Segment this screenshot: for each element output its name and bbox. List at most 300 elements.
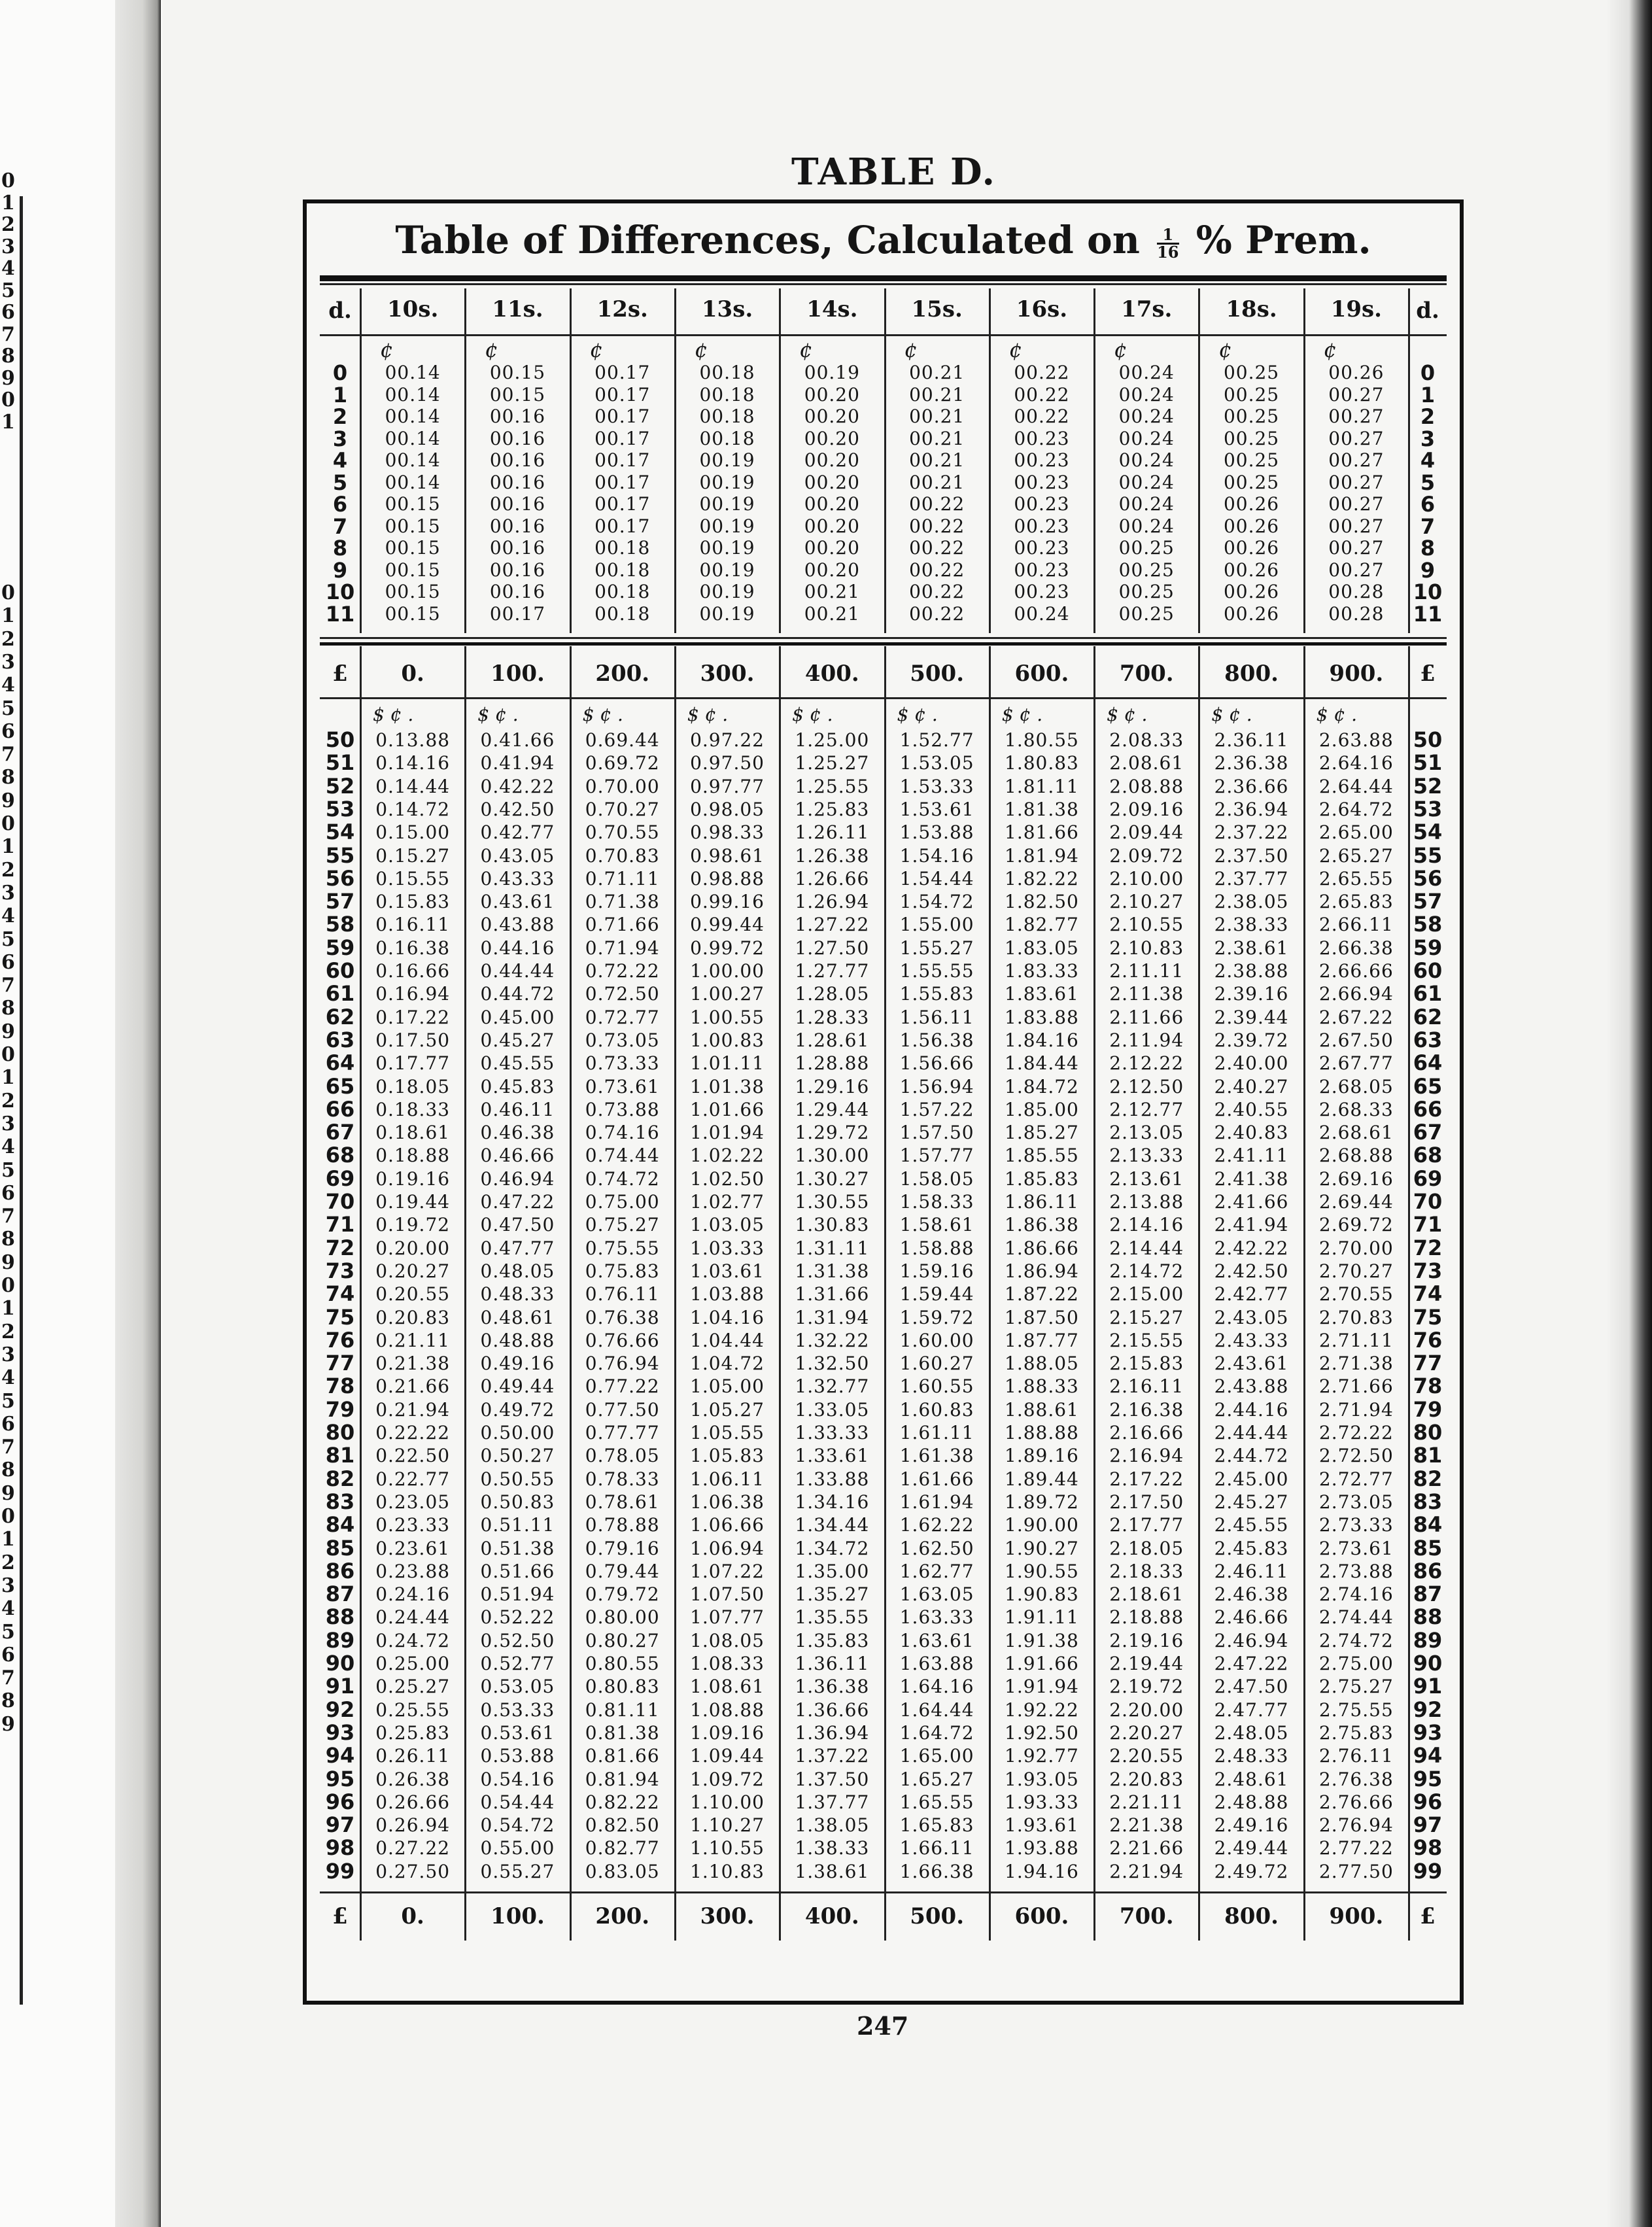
column-header: 14s.	[806, 296, 858, 322]
fragment-digit: 4	[1, 258, 15, 280]
table-cell: 2.36.94	[1214, 798, 1289, 820]
row-label-left: 99	[325, 1858, 355, 1884]
table-cell: 1.89.44	[1005, 1468, 1079, 1490]
table-cell: 1.57.77	[899, 1145, 974, 1167]
table-cell: 0.20.55	[375, 1283, 451, 1305]
table-cell: 2.08.88	[1109, 775, 1184, 797]
row-label-left: 64	[325, 1050, 355, 1076]
table-cell: 1.65.55	[899, 1791, 974, 1813]
table-cell: 1.25.27	[795, 752, 870, 774]
table-cell: 1.81.66	[1005, 821, 1079, 844]
table-cell: 0.73.61	[585, 1075, 660, 1097]
table-cell: 1.65.83	[899, 1814, 974, 1837]
table-cell: 0.50.83	[480, 1491, 555, 1513]
table-cell: 0.79.72	[585, 1583, 660, 1606]
fragment-digit: 4	[1, 1598, 15, 1621]
table-cell: 0.52.77	[480, 1653, 555, 1674]
table-cell: 0.53.33	[480, 1699, 555, 1721]
table-cell: 0.18.05	[375, 1075, 451, 1097]
table-cell: 0.71.11	[585, 867, 660, 889]
table-cell: 00.27	[1328, 383, 1385, 406]
table-cell: 2.45.00	[1214, 1468, 1289, 1490]
fragment-digit: 3	[1, 235, 15, 258]
fragment-digit: 8	[1, 1228, 15, 1251]
table-cell: 00.21	[909, 362, 965, 383]
table-cell: 1.82.50	[1005, 891, 1079, 913]
table-cell: 00.23	[1014, 515, 1070, 537]
table-cell: 1.61.94	[899, 1491, 974, 1513]
row-label-left: 88	[325, 1604, 355, 1630]
footer-column-header: 900.	[1329, 1903, 1384, 1929]
table-cell: 00.24	[1118, 471, 1175, 493]
table-cell: 1.88.05	[1005, 1353, 1079, 1375]
table-heading	[307, 218, 1460, 262]
unit-mark: ¢	[904, 337, 918, 362]
table-cell: 1.30.00	[795, 1145, 870, 1167]
table-cell: 0.24.16	[375, 1583, 451, 1606]
table-cell: 00.22	[909, 581, 965, 602]
table-cell: 1.28.05	[795, 983, 870, 1005]
table-cell: 1.05.55	[690, 1422, 765, 1443]
table-cell: 2.49.16	[1214, 1814, 1289, 1837]
table-cell: 00.17	[594, 362, 651, 383]
table-cell: 00.20	[804, 493, 860, 515]
table-cell: 2.21.66	[1109, 1837, 1184, 1859]
row-label-right: 86	[1413, 1558, 1443, 1583]
table-cell: 2.64.44	[1318, 775, 1394, 797]
table-cell: 1.65.27	[899, 1768, 974, 1790]
unit-mark: $ ¢ .	[1001, 704, 1043, 725]
table-cell: 1.58.33	[899, 1191, 974, 1213]
table-cell: 1.35.55	[795, 1606, 870, 1629]
table-cell: 00.22	[1014, 383, 1070, 406]
table-cell: 2.40.27	[1214, 1075, 1289, 1097]
fragment-digit: 6	[1, 1413, 15, 1436]
table-cell: 1.31.94	[795, 1306, 870, 1328]
row-label-right: 72	[1413, 1235, 1443, 1260]
row-label-left: 5	[332, 470, 348, 495]
table-cell: 2.48.88	[1214, 1791, 1289, 1813]
table-cell: 1.63.05	[899, 1583, 974, 1606]
column-header: 200.	[595, 661, 650, 687]
table-cell: 2.10.27	[1109, 891, 1184, 913]
table-cell: 2.41.11	[1214, 1145, 1289, 1167]
footer-column-header: 800.	[1224, 1903, 1279, 1929]
table-cell: 1.26.11	[795, 821, 870, 844]
row-label-left: 62	[325, 1004, 355, 1029]
table-cell: 00.14	[385, 362, 441, 383]
column-header: 12s.	[596, 296, 648, 322]
table-cell: 00.17	[594, 427, 651, 449]
heading-text-before: Table of Differences, Calculated on	[395, 218, 1140, 262]
table-cell: 0.98.05	[690, 798, 765, 820]
row-label-left: 6	[332, 492, 348, 517]
table-cell: 1.37.77	[795, 1791, 870, 1813]
table-cell: 00.18	[699, 362, 755, 383]
table-cell: 1.28.33	[795, 1006, 870, 1028]
table-cell: 1.34.16	[795, 1491, 870, 1513]
table-cell: 1.38.05	[795, 1814, 870, 1837]
row-header-left: £	[332, 661, 348, 687]
table-cell: 1.02.77	[690, 1191, 765, 1213]
fragment-digit: 5	[1, 928, 15, 951]
table-cell: 0.81.94	[585, 1768, 660, 1790]
table-cell: 0.42.22	[480, 775, 555, 797]
column-header: 500.	[910, 661, 965, 687]
footer-column-header: 0.	[401, 1903, 424, 1929]
row-label-left: 98	[325, 1835, 355, 1861]
table-cell: 1.05.00	[690, 1375, 765, 1398]
table-cell: 2.37.50	[1214, 844, 1289, 867]
table-cell: 00.21	[804, 602, 860, 625]
table-cell: 0.80.27	[585, 1629, 660, 1651]
table-cell: 00.16	[489, 581, 546, 602]
table-cell: 1.64.16	[899, 1676, 974, 1698]
row-label-right: 81	[1413, 1443, 1443, 1468]
footer-column-header: 500.	[910, 1903, 965, 1929]
table-cell: 1.28.88	[795, 1052, 870, 1075]
table-cell: 00.17	[489, 602, 546, 625]
row-label-left: 58	[325, 912, 355, 937]
table-cell: 1.81.38	[1005, 798, 1079, 820]
table-cell: 2.38.88	[1214, 960, 1289, 982]
table-cell: 1.10.00	[690, 1791, 765, 1813]
table-cell: 0.21.94	[375, 1398, 451, 1421]
table-cell: 0.82.22	[585, 1791, 660, 1813]
table-cell: 2.17.22	[1109, 1468, 1184, 1490]
table-cell: 1.83.05	[1005, 937, 1079, 959]
table-cell: 0.23.33	[375, 1514, 451, 1536]
table-cell: 00.14	[385, 449, 441, 471]
table-cell: 1.91.38	[1005, 1629, 1079, 1651]
row-label-left: 82	[325, 1466, 355, 1491]
table-cell: 0.48.33	[480, 1283, 555, 1305]
table-cell: 1.88.88	[1005, 1422, 1079, 1443]
table-cell: 2.65.00	[1318, 821, 1394, 844]
table-cell: 1.36.94	[795, 1721, 870, 1744]
table-cell: 00.17	[594, 471, 651, 493]
fragment-digit: 5	[1, 697, 15, 720]
table-cell: 0.48.88	[480, 1329, 555, 1351]
table-cell: 1.01.38	[690, 1075, 765, 1097]
row-label-right: 75	[1413, 1304, 1443, 1330]
table-cell: 1.57.50	[899, 1122, 974, 1144]
table-cell: 0.25.55	[375, 1699, 451, 1721]
fragment-digit: 9	[1, 1251, 15, 1274]
table-cell: 0.78.33	[585, 1468, 660, 1490]
table-cell: 2.65.27	[1318, 844, 1394, 867]
row-label-left: 78	[325, 1373, 355, 1399]
column-header: 400.	[804, 661, 859, 687]
table-cell: 1.30.83	[795, 1214, 870, 1236]
table-cell: 0.74.16	[585, 1122, 660, 1144]
table-cell: 1.33.05	[795, 1398, 870, 1421]
table-cell: 1.82.77	[1005, 914, 1079, 936]
table-cell: 0.98.88	[690, 867, 765, 889]
table-cell: 1.58.05	[899, 1167, 974, 1190]
row-label-left: 75	[325, 1304, 355, 1330]
table-cell: 0.24.44	[375, 1606, 451, 1629]
table-cell: 2.11.94	[1109, 1029, 1184, 1051]
table-cell: 1.81.94	[1005, 844, 1079, 867]
row-label-left: 80	[325, 1420, 355, 1445]
fragment-digit: 0	[1, 813, 15, 835]
fragment-digit: 7	[1, 1436, 15, 1459]
table-cell: 00.19	[699, 515, 755, 537]
table-cell: 1.35.27	[795, 1583, 870, 1606]
table-cell: 1.61.38	[899, 1445, 974, 1467]
table-cell: 0.48.05	[480, 1260, 555, 1282]
fragment-digit: 1	[1, 192, 15, 215]
fragment-digit: 2	[1, 859, 15, 882]
page-title: TABLE D.	[791, 150, 997, 194]
unit-mark: ¢	[1323, 337, 1337, 362]
row-label-left: 93	[325, 1719, 355, 1745]
row-header-left: d.	[328, 298, 352, 324]
fragment-digit: 3	[1, 1343, 15, 1366]
table-cell: 0.72.22	[585, 960, 660, 982]
table-cell: 0.98.61	[690, 844, 765, 867]
fragment-digit: 9	[1, 367, 15, 390]
table-cell: 00.25	[1118, 537, 1175, 559]
table-cell: 2.11.66	[1109, 1006, 1184, 1028]
table-cell: 00.23	[1014, 537, 1070, 559]
table-cell: 00.16	[489, 493, 546, 515]
table-cell: 2.71.11	[1318, 1329, 1394, 1351]
table-cell: 2.10.55	[1109, 914, 1184, 936]
row-label-right: 7	[1420, 513, 1436, 539]
row-label-right: 84	[1413, 1512, 1443, 1538]
table-cell: 2.75.27	[1318, 1676, 1394, 1698]
table-cell: 00.23	[1014, 581, 1070, 602]
table-cell: 2.47.77	[1214, 1699, 1289, 1721]
table-cell: 00.24	[1014, 602, 1070, 625]
table-cell: 1.37.50	[795, 1768, 870, 1790]
table-cell: 0.20.00	[375, 1237, 451, 1259]
table-cell: 00.19	[804, 362, 860, 383]
table-cell: 1.03.88	[690, 1283, 765, 1305]
table-cell: 2.21.11	[1109, 1791, 1184, 1813]
row-label-left: 94	[325, 1743, 355, 1769]
table-cell: 0.79.16	[585, 1537, 660, 1559]
table-cell: 2.46.38	[1214, 1583, 1289, 1606]
table-cell: 00.20	[804, 471, 860, 493]
row-label-left: 8	[332, 536, 348, 561]
row-label-right: 73	[1413, 1258, 1443, 1283]
table-cell: 00.25	[1223, 471, 1280, 493]
row-label-left: 72	[325, 1235, 355, 1260]
table-cell: 2.69.16	[1318, 1167, 1394, 1190]
column-header: 700.	[1119, 661, 1174, 687]
table-cell: 1.54.44	[899, 867, 974, 889]
footer-header-right: £	[1420, 1903, 1436, 1929]
table-cell: 0.25.00	[375, 1653, 451, 1674]
table-cell: 2.66.11	[1318, 914, 1394, 936]
table-cell: 0.14.44	[375, 775, 451, 797]
fragment-digit: 5	[1, 1390, 15, 1413]
table-cell: 1.56.66	[899, 1052, 974, 1075]
fragment-digit: 1	[1, 836, 15, 859]
table-cell: 1.89.16	[1005, 1445, 1079, 1467]
table-cell: 2.10.00	[1109, 867, 1184, 889]
fragment-digit: 4	[1, 905, 15, 928]
table-cell: 00.16	[489, 537, 546, 559]
table-cell: 0.23.88	[375, 1560, 451, 1582]
table-cell: 00.15	[385, 493, 441, 515]
table-cell: 1.28.61	[795, 1029, 870, 1051]
table-cell: 2.69.44	[1318, 1191, 1394, 1213]
row-label-left: 74	[325, 1281, 355, 1307]
table-cell: 1.26.38	[795, 844, 870, 867]
table-cell: 1.32.50	[795, 1353, 870, 1375]
table-cell: 1.65.00	[899, 1745, 974, 1767]
table-cell: 2.39.72	[1214, 1029, 1289, 1051]
fragment-digit: 2	[1, 1090, 15, 1113]
table-cell: 2.48.33	[1214, 1745, 1289, 1767]
row-label-left: 50	[325, 727, 355, 752]
row-label-left: 3	[332, 426, 348, 451]
table-cell: 0.75.83	[585, 1260, 660, 1282]
table-cell: 1.04.72	[690, 1353, 765, 1375]
table-cell: 2.63.88	[1318, 729, 1394, 751]
fragment-digit: 4	[1, 1367, 15, 1390]
table-cell: 0.45.27	[480, 1029, 555, 1051]
row-label-right: 50	[1413, 727, 1443, 752]
table-cell: 00.25	[1223, 362, 1280, 383]
table-cell: 0.50.00	[480, 1422, 555, 1443]
table-cell: 1.87.77	[1005, 1329, 1079, 1351]
fragment-digit: 0	[1, 1275, 15, 1297]
fragment-digit: 7	[1, 323, 15, 346]
unit-mark: ¢	[379, 337, 394, 362]
table-cell: 00.22	[909, 515, 965, 537]
table-cell: 1.32.77	[795, 1375, 870, 1398]
row-label-left: 92	[325, 1697, 355, 1722]
table-cell: 1.01.66	[690, 1098, 765, 1120]
table-cell: 2.72.50	[1318, 1445, 1394, 1467]
row-label-left: 90	[325, 1651, 355, 1676]
row-label-left: 76	[325, 1327, 355, 1353]
table-cell: 00.22	[1014, 362, 1070, 383]
table-cell: 00.23	[1014, 427, 1070, 449]
table-cell: 0.97.22	[690, 729, 765, 751]
fragment-digit: 4	[1, 674, 15, 697]
fragment-digit: 2	[1, 628, 15, 651]
table-cell: 1.27.22	[795, 914, 870, 936]
row-label-right: 8	[1420, 536, 1436, 561]
table-cell: 0.70.83	[585, 844, 660, 867]
fragment-digit: 9	[1, 1713, 15, 1736]
table-cell: 0.48.61	[480, 1306, 555, 1328]
section-divider-2	[320, 642, 1447, 646]
table-cell: 2.72.22	[1318, 1422, 1394, 1443]
table-cell: 00.20	[804, 406, 860, 427]
table-cell: 0.43.88	[480, 914, 555, 936]
table-cell: 0.69.44	[585, 729, 660, 751]
table-cell: 00.27	[1328, 406, 1385, 427]
row-label-left: 10	[325, 579, 355, 604]
table-cell: 1.08.88	[690, 1699, 765, 1721]
table-cell: 0.18.88	[375, 1145, 451, 1167]
table-cell: 0.51.11	[480, 1514, 555, 1536]
table-cell: 0.54.16	[480, 1768, 555, 1790]
table-cell: 0.16.38	[375, 937, 451, 959]
table-cell: 1.04.16	[690, 1306, 765, 1328]
table-cell: 0.19.16	[375, 1167, 451, 1190]
table-cell: 2.49.72	[1214, 1860, 1289, 1882]
table-cell: 1.08.05	[690, 1629, 765, 1651]
table-cell: 0.54.44	[480, 1791, 555, 1813]
table-cell: 2.44.44	[1214, 1422, 1289, 1443]
table-cell: 1.93.33	[1005, 1791, 1079, 1813]
table-cell: 00.20	[804, 537, 860, 559]
table-cell: 00.15	[385, 559, 441, 581]
footer-column-header: 400.	[804, 1903, 859, 1929]
table-cell: 00.19	[699, 602, 755, 625]
table-cell: 2.15.83	[1109, 1353, 1184, 1375]
table-cell: 1.29.16	[795, 1075, 870, 1097]
table-cell: 2.16.66	[1109, 1422, 1184, 1443]
fragment-digit: 7	[1, 1205, 15, 1228]
row-label-left: 53	[325, 796, 355, 821]
top-rule	[320, 275, 1447, 281]
table-cell: 0.46.38	[480, 1122, 555, 1144]
table-cell: 2.77.22	[1318, 1837, 1394, 1859]
table-cell: 0.80.00	[585, 1606, 660, 1629]
differences-table	[320, 275, 1447, 1989]
table-cell: 00.16	[489, 559, 546, 581]
row-label-left: 61	[325, 981, 355, 1007]
table-cell: 00.14	[385, 427, 441, 449]
table-cell: 0.15.83	[375, 891, 451, 913]
table-cell: 1.37.22	[795, 1745, 870, 1767]
table-cell: 1.85.55	[1005, 1145, 1079, 1167]
table-cell: 00.19	[699, 493, 755, 515]
table-cell: 1.09.44	[690, 1745, 765, 1767]
row-label-right: 54	[1413, 820, 1443, 845]
row-label-right: 78	[1413, 1373, 1443, 1399]
table-cell: 0.22.77	[375, 1468, 451, 1490]
table-cell: 0.69.72	[585, 752, 660, 774]
row-label-right: 52	[1413, 773, 1443, 799]
row-label-right: 76	[1413, 1327, 1443, 1353]
table-cell: 2.15.00	[1109, 1283, 1184, 1305]
table-cell: 2.43.88	[1214, 1375, 1289, 1398]
table-cell: 1.92.77	[1005, 1745, 1079, 1767]
unit-mark: ¢	[1218, 337, 1232, 362]
table-cell: 00.27	[1328, 515, 1385, 537]
table-cell: 2.14.72	[1109, 1260, 1184, 1282]
table-cell: 0.22.50	[375, 1445, 451, 1467]
table-cell: 0.41.94	[480, 752, 555, 774]
row-label-left: 52	[325, 773, 355, 799]
row-label-right: 4	[1420, 448, 1436, 473]
table-cell: 00.21	[909, 449, 965, 471]
table-cell: 1.33.61	[795, 1445, 870, 1467]
table-cell: 0.20.27	[375, 1260, 451, 1282]
row-label-left: 81	[325, 1443, 355, 1468]
table-cell: 1.36.11	[795, 1653, 870, 1674]
row-label-left: 67	[325, 1120, 355, 1145]
table-cell: 1.90.55	[1005, 1560, 1079, 1582]
table-cell: 1.59.72	[899, 1306, 974, 1328]
table-cell: 0.21.66	[375, 1375, 451, 1398]
section-divider-1	[320, 637, 1447, 639]
fragment-digit: 5	[1, 1621, 15, 1644]
table-cell: 2.45.55	[1214, 1514, 1289, 1536]
table-cell: 2.13.33	[1109, 1145, 1184, 1167]
fragment-digit: 6	[1, 1644, 15, 1666]
